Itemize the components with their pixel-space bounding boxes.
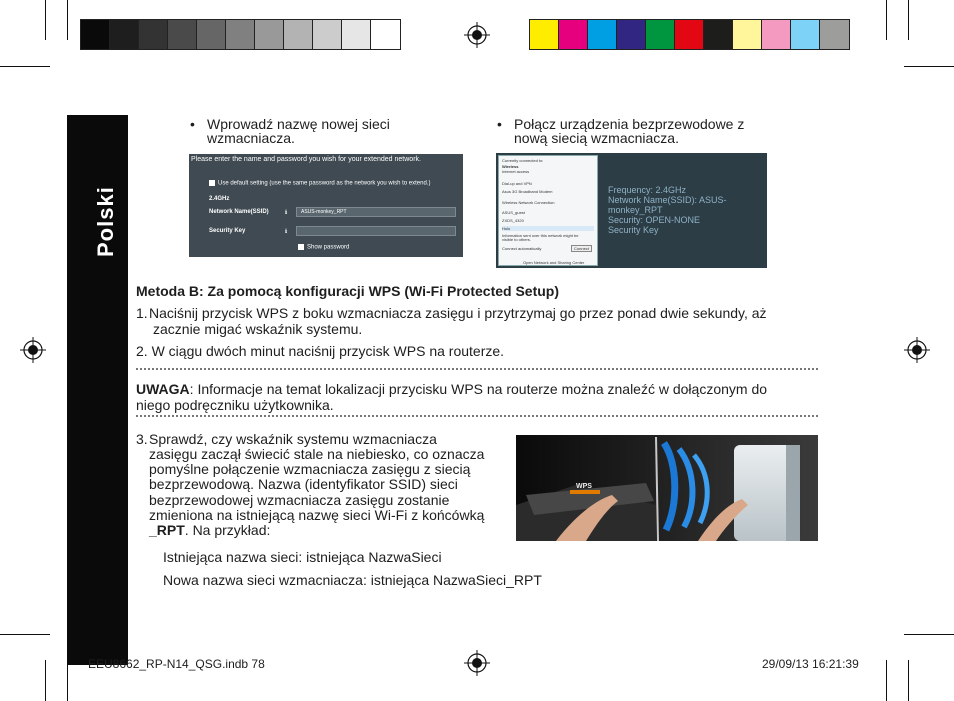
- panel-section: Dial-up and VPN: [502, 181, 532, 186]
- step3-number: 3.: [136, 431, 148, 447]
- crop-mark: [904, 66, 954, 67]
- step1-number: 1.: [136, 305, 148, 321]
- show-password-row: [298, 244, 349, 251]
- color-swatch: [81, 20, 110, 49]
- registration-mark-icon: [20, 337, 46, 363]
- crop-mark: [904, 634, 954, 635]
- right-bullet-line2: nową siecią wzmacniacza.: [514, 130, 679, 146]
- panel-net: ZXDS_4320: [502, 218, 524, 223]
- wps-illustration: [516, 435, 818, 541]
- example-new: Nowa nazwa sieci wzmacniacza: istniejąca NazwaSieci_RPT: [163, 572, 542, 588]
- panel-net-selected: Holo: [502, 226, 594, 231]
- process-color-bar: [529, 19, 850, 50]
- registration-mark-icon: [904, 337, 930, 363]
- color-swatch: [762, 20, 791, 49]
- color-swatch: [675, 20, 704, 49]
- network-list-panel: [498, 155, 598, 266]
- bullet-marker: •: [190, 116, 195, 132]
- method-b-heading: Metoda B: Za pomocą konfiguracji WPS (Wi-Fi Protected Setup): [136, 283, 560, 299]
- example-existing: Istniejąca nazwa sieci: istniejąca NazwaSieci: [163, 549, 442, 565]
- color-swatch: [530, 20, 559, 49]
- screenshot-header: Please enter the name and password you wish for your extended network.: [191, 156, 421, 163]
- color-swatch: [342, 20, 371, 49]
- key-field: [296, 226, 456, 236]
- info-line: Frequency: 2.4GHz: [608, 185, 687, 195]
- panel-section2: Wireless Network Connection: [502, 200, 555, 205]
- step1-line1: Naciśnij przycisk WPS z boku wzmacniacza zasięgu i przytrzymaj go przez ponad dwie sekundy, aż: [149, 305, 767, 321]
- grayscale-color-bar: [80, 19, 401, 50]
- default-setting-label: Use default setting (use the same password as the network you wish to extend.): [218, 180, 431, 187]
- panel-connect-button: Connect: [571, 245, 592, 252]
- left-bullet-line1: Wprowadź nazwę nowej sieci: [207, 116, 390, 132]
- panel-warning: Information sent over this network might be visible to others.: [502, 233, 579, 242]
- step2-text: 2. W ciągu dwóch minut naciśnij przycisk WPS na routerze.: [136, 343, 505, 359]
- crop-mark: [45, 0, 46, 40]
- wps-illustration-art: [516, 435, 818, 541]
- panel-net: ASUS_guest: [502, 210, 525, 215]
- panel-title: Currently connected to:: [502, 158, 544, 163]
- note-line1: [136, 381, 767, 397]
- ssid-field: ASUS-monkey_RPT: [296, 207, 456, 217]
- color-swatch: [284, 20, 313, 49]
- color-swatch: [255, 20, 284, 49]
- side-tab-label: Polski: [93, 186, 118, 258]
- color-swatch: [733, 20, 762, 49]
- crop-mark: [0, 634, 50, 635]
- wps-label: WPS: [576, 483, 592, 490]
- panel-footer: Open Network and Sharing Center: [523, 260, 585, 265]
- panel-access: Internet access: [502, 169, 530, 174]
- rpt-suffix: _RPT: [149, 522, 185, 538]
- step3-line: bezprzewodowej wzmacniacza zasięgu zostanie: [149, 492, 450, 508]
- show-password-label: Show password: [307, 244, 350, 251]
- default-setting-row: [209, 180, 430, 187]
- divider: [136, 415, 818, 417]
- color-swatch: [588, 20, 617, 49]
- crop-mark: [908, 0, 909, 40]
- crop-mark: [0, 66, 50, 67]
- ssid-label: Network Name(SSID): [209, 209, 269, 215]
- note-line2: niego podręczniku użytkownika.: [136, 397, 334, 413]
- panel-item: Asus 3G Broadband Modem: [502, 189, 553, 194]
- crop-mark: [886, 0, 887, 40]
- panel-connect-auto: Connect automatically: [502, 246, 542, 251]
- color-swatch: [226, 20, 255, 49]
- bullet-marker: •: [497, 116, 502, 132]
- connection-info: [608, 185, 767, 235]
- key-label: Security Key: [209, 228, 246, 234]
- color-swatch: [704, 20, 733, 49]
- step3-line: Sprawdź, czy wskaźnik systemu wzmacniacza: [149, 431, 437, 447]
- crop-mark: [67, 0, 68, 40]
- crop-mark: [908, 660, 909, 701]
- step3-line: pomyślne połączenie wzmacniacza zasięgu z siecią: [149, 461, 471, 477]
- color-swatch: [168, 20, 197, 49]
- color-swatch: [313, 20, 342, 49]
- color-swatch: [371, 20, 400, 49]
- right-bullet-line1: Połącz urządzenia bezprzewodowe z: [514, 116, 745, 132]
- step3-line-last: [149, 522, 270, 538]
- step1-line2: zacznie migać wskaźnik systemu.: [153, 321, 363, 337]
- footer-file: EEU8662_RP-N14_QSG.indb 78: [88, 657, 265, 671]
- registration-mark-icon: [464, 22, 490, 48]
- checkbox-icon: [298, 244, 304, 250]
- crop-mark: [67, 660, 68, 701]
- band-label: 2.4GHz: [209, 196, 230, 202]
- step3-line: bezprzewodową. Nazwa (identyfikator SSID) sieci: [149, 476, 458, 492]
- footer-date: 29/09/13 16:21:39: [762, 657, 859, 671]
- checkbox-icon: [209, 180, 215, 186]
- wireless-network-screenshot: [496, 153, 767, 268]
- info-icon: ℹ: [285, 229, 288, 235]
- color-swatch: [617, 20, 646, 49]
- crop-mark: [886, 660, 887, 701]
- crop-mark: [45, 660, 46, 701]
- info-icon: ℹ: [285, 210, 288, 216]
- divider: [136, 368, 818, 370]
- color-swatch: [559, 20, 588, 49]
- color-swatch: [110, 20, 139, 49]
- extender-settings-screenshot: [189, 154, 463, 257]
- color-swatch: [139, 20, 168, 49]
- note-label: UWAGA: [136, 381, 190, 397]
- left-bullet-line2: wzmacniacza.: [207, 130, 295, 146]
- note-text: : Informacje na temat lokalizacji przycisku WPS na routerze można znaleźć w dołączonym do: [189, 381, 768, 397]
- step3-line: zmieniona na istniejącą nazwę sieci Wi-Fi z końcówką: [149, 507, 485, 523]
- color-swatch: [791, 20, 820, 49]
- color-swatch: [197, 20, 226, 49]
- step3-line: zasięgu zaczął świecić stale na niebiesko, co oznacza: [149, 446, 485, 462]
- info-line: Security Key: [608, 225, 659, 235]
- step3-after-suffix: . Na przykład:: [184, 522, 271, 538]
- color-swatch: [820, 20, 849, 49]
- panel-network: Wireless: [502, 164, 519, 169]
- info-line: Network Name(SSID): ASUS-monkey_RPT: [608, 195, 727, 215]
- color-swatch: [646, 20, 675, 49]
- registration-mark-icon: [464, 650, 490, 676]
- info-line: Security: OPEN-NONE: [608, 215, 701, 225]
